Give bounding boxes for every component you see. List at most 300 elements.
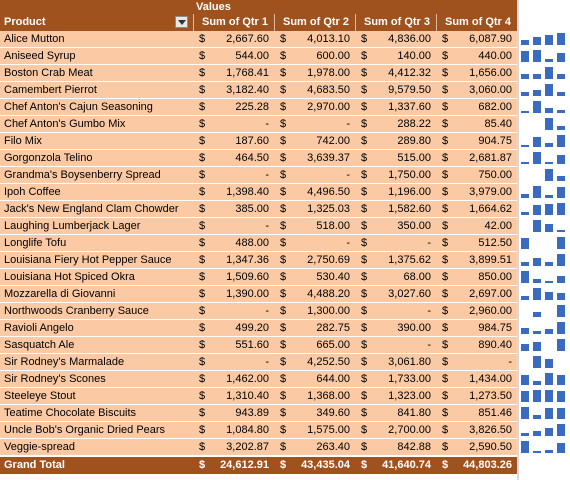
sparkline-cell[interactable] <box>519 65 570 81</box>
qtr2-value-cell[interactable]: 4,683.50 <box>307 84 350 96</box>
table-row <box>0 82 570 99</box>
sparkline-bar <box>533 415 541 419</box>
qtr2-value-cell[interactable]: 1,575.00 <box>307 424 350 436</box>
table-row <box>0 269 570 286</box>
sparkline-bar <box>545 67 553 79</box>
product-column-header[interactable]: Product <box>4 16 46 28</box>
product-cell[interactable]: Ravioli Angelo <box>4 322 74 334</box>
qtr4-value-cell[interactable]: 850.00 <box>478 271 512 283</box>
sparkline-bar <box>521 433 529 436</box>
product-cell[interactable]: Aniseed Syrup <box>4 50 76 62</box>
data-rows <box>0 31 570 456</box>
table-row <box>0 48 570 65</box>
table-row <box>0 201 570 218</box>
product-cell[interactable]: Steeleye Stout <box>4 390 76 402</box>
qtr3-column-header[interactable]: Sum of Qtr 3 <box>363 16 430 28</box>
qtr2-value-cell[interactable]: 644.00 <box>316 373 350 385</box>
currency-symbol: $ <box>361 84 368 96</box>
currency-symbol: $ <box>199 339 206 351</box>
sparkline-cell[interactable] <box>519 286 570 302</box>
currency-symbol: $ <box>442 152 449 164</box>
sparkline-cell[interactable] <box>519 422 570 438</box>
currency-symbol: $ <box>199 254 206 266</box>
currency-symbol: $ <box>361 339 368 351</box>
qtr3-value-cell[interactable]: 288.22 <box>397 118 431 130</box>
qtr1-value-cell[interactable]: 1,509.60 <box>226 271 269 283</box>
product-cell[interactable]: Chef Anton's Gumbo Mix <box>4 118 126 130</box>
qtr3-value-cell[interactable]: - <box>427 339 431 351</box>
currency-symbol: $ <box>442 203 449 215</box>
sparkline-bar <box>545 329 553 334</box>
currency-symbol: $ <box>199 373 206 385</box>
currency-symbol: $ <box>280 67 287 79</box>
qtr2-value-cell[interactable]: 4,488.20 <box>307 288 350 300</box>
table-row <box>0 252 570 269</box>
currency-symbol: $ <box>280 390 287 402</box>
product-filter-dropdown-icon[interactable] <box>175 16 188 28</box>
qtr2-value-cell[interactable]: 1,978.00 <box>307 67 350 79</box>
qtr3-value-cell[interactable]: 1,337.60 <box>388 101 431 113</box>
product-cell[interactable]: Ipoh Coffee <box>4 186 61 198</box>
currency-symbol: $ <box>442 339 449 351</box>
qtr4-value-cell[interactable]: 6,087.90 <box>469 33 512 45</box>
sparkline-cell[interactable] <box>519 184 570 200</box>
product-cell[interactable]: Grandma's Boysenberry Spread <box>4 169 161 181</box>
product-cell[interactable]: Sir Rodney's Scones <box>4 373 106 385</box>
currency-symbol: $ <box>199 135 206 147</box>
values-header-label: Values <box>196 1 231 13</box>
sparkline-bar <box>545 262 553 266</box>
product-cell[interactable]: Louisiana Fiery Hot Pepper Sauce <box>4 254 172 266</box>
qtr4-value-cell[interactable]: 851.46 <box>478 407 512 419</box>
column-separator <box>436 14 437 31</box>
qtr1-value-cell[interactable]: 1,347.36 <box>226 254 269 266</box>
qtr2-value-cell[interactable]: - <box>346 169 350 181</box>
qtr4-value-cell[interactable]: 1,664.62 <box>469 203 512 215</box>
qtr4-value-cell[interactable]: 512.50 <box>478 237 512 249</box>
sparkline-bar <box>545 143 553 147</box>
currency-symbol: $ <box>280 84 287 96</box>
qtr4-value-cell[interactable]: 1,434.00 <box>469 373 512 385</box>
qtr2-column-header[interactable]: Sum of Qtr 2 <box>282 16 349 28</box>
currency-symbol: $ <box>442 84 449 96</box>
qtr2-value-cell[interactable]: 349.60 <box>316 407 350 419</box>
sparkline-bar <box>545 84 553 96</box>
qtr2-value-cell[interactable]: 282.75 <box>316 322 350 334</box>
currency-symbol: $ <box>199 459 206 471</box>
qtr1-value-cell[interactable]: 1,390.00 <box>226 288 269 300</box>
table-row <box>0 371 570 388</box>
currency-symbol: $ <box>280 288 287 300</box>
sparkline-cell[interactable] <box>519 31 570 47</box>
qtr2-value-cell[interactable]: 665.00 <box>316 339 350 351</box>
qtr4-value-cell[interactable]: 42.00 <box>484 220 512 232</box>
qtr1-value-cell[interactable]: - <box>265 169 269 181</box>
sparkline-bar <box>545 162 553 164</box>
currency-symbol: $ <box>199 101 206 113</box>
qtr2-value-cell[interactable]: 742.00 <box>316 135 350 147</box>
currency-symbol: $ <box>442 33 449 45</box>
currency-symbol: $ <box>280 135 287 147</box>
qtr1-value-cell[interactable]: 1,398.40 <box>226 186 269 198</box>
currency-symbol: $ <box>199 118 206 130</box>
qtr1-value-cell[interactable]: 464.50 <box>235 152 269 164</box>
table-row <box>0 184 570 201</box>
qtr3-value-cell[interactable]: 4,412.32 <box>388 67 431 79</box>
sparkline-cell[interactable] <box>519 133 570 149</box>
qtr4-value-cell[interactable]: 1,656.00 <box>469 67 512 79</box>
product-cell[interactable]: Boston Crab Meat <box>4 67 93 79</box>
values-header-band <box>0 0 517 14</box>
qtr1-value-cell[interactable]: 943.89 <box>235 407 269 419</box>
sparkline-bar <box>533 279 541 283</box>
qtr1-value-cell[interactable]: - <box>265 118 269 130</box>
currency-symbol: $ <box>442 390 449 402</box>
sparkline-bar <box>545 204 553 215</box>
qtr1-value-cell[interactable]: 1,768.41 <box>226 67 269 79</box>
sparkline-bar <box>521 375 529 385</box>
currency-symbol: $ <box>442 118 449 130</box>
product-cell[interactable]: Gorgonzola Telino <box>4 152 93 164</box>
table-row <box>0 99 570 116</box>
sparkline-bar <box>557 230 565 232</box>
sparkline-bar <box>533 37 541 45</box>
qtr3-value-cell[interactable]: 2,700.00 <box>388 424 431 436</box>
product-cell[interactable]: Mozzarella di Giovanni <box>4 288 116 300</box>
sparkline-bar <box>521 74 529 79</box>
currency-symbol: $ <box>199 305 206 317</box>
qtr1-value-cell[interactable]: 551.60 <box>235 339 269 351</box>
currency-symbol: $ <box>361 135 368 147</box>
qtr4-value-cell[interactable]: 750.00 <box>478 169 512 181</box>
sparkline-bar <box>533 258 541 266</box>
sparkline-bar <box>533 137 541 147</box>
qtr4-value-cell[interactable]: 3,899.51 <box>469 254 512 266</box>
product-cell[interactable]: Jack's New England Clam Chowder <box>4 203 179 215</box>
currency-symbol: $ <box>361 152 368 164</box>
product-cell[interactable]: Sasquatch Ale <box>4 339 75 351</box>
table-row <box>0 388 570 405</box>
currency-symbol: $ <box>280 220 287 232</box>
sparkline-bar <box>557 254 565 266</box>
sparkline-bar <box>521 328 529 334</box>
qtr3-value-cell[interactable]: - <box>427 305 431 317</box>
qtr1-value-cell[interactable]: 3,182.40 <box>226 84 269 96</box>
currency-symbol: $ <box>361 271 368 283</box>
currency-symbol: $ <box>442 373 449 385</box>
product-cell[interactable]: Veggie-spread <box>4 441 75 453</box>
qtr3-value-cell[interactable]: 1,750.00 <box>388 169 431 181</box>
qtr3-value-cell[interactable]: 1,375.62 <box>388 254 431 266</box>
sparkline-bar <box>545 408 553 419</box>
table-row <box>0 235 570 252</box>
qtr1-value-cell[interactable]: 499.20 <box>235 322 269 334</box>
sparkline-bar <box>557 237 565 249</box>
qtr3-value-cell[interactable]: 841.80 <box>397 407 431 419</box>
currency-symbol: $ <box>280 373 287 385</box>
currency-symbol: $ <box>199 356 206 368</box>
currency-symbol: $ <box>199 152 206 164</box>
qtr2-value-cell[interactable]: 1,300.00 <box>307 305 350 317</box>
qtr2-value-cell[interactable]: 4,496.50 <box>307 186 350 198</box>
currency-symbol: $ <box>442 220 449 232</box>
product-cell[interactable]: Alice Mutton <box>4 33 65 45</box>
table-row <box>0 405 570 422</box>
qtr1-value-cell[interactable]: 544.00 <box>235 50 269 62</box>
qtr3-value-cell[interactable]: 1,323.00 <box>388 390 431 402</box>
currency-symbol: $ <box>442 407 449 419</box>
currency-symbol: $ <box>199 220 206 232</box>
qtr3-value-cell[interactable]: - <box>427 237 431 249</box>
sparkline-bar <box>545 281 553 283</box>
product-cell[interactable]: Filo Mix <box>4 135 42 147</box>
qtr2-value-cell[interactable]: 2,750.69 <box>307 254 350 266</box>
qtr1-column-header[interactable]: Sum of Qtr 1 <box>201 16 268 28</box>
sparkline-bar <box>557 339 565 351</box>
qtr1-value-cell[interactable]: 225.28 <box>235 101 269 113</box>
currency-symbol: $ <box>280 50 287 62</box>
qtr1-value-cell[interactable]: 1,084.80 <box>226 424 269 436</box>
qtr3-value-cell[interactable]: 1,582.60 <box>388 203 431 215</box>
currency-symbol: $ <box>442 305 449 317</box>
qtr1-value-cell[interactable]: 385.00 <box>235 203 269 215</box>
currency-symbol: $ <box>361 254 368 266</box>
sparkline-bar <box>521 271 529 283</box>
sparkline-cell[interactable] <box>519 371 570 387</box>
product-cell[interactable]: Camembert Pierrot <box>4 84 97 96</box>
currency-symbol: $ <box>280 305 287 317</box>
qtr1-value-cell[interactable]: 2,667.60 <box>226 33 269 45</box>
sparkline-bar <box>557 391 565 402</box>
sparkline-cell[interactable] <box>519 405 570 421</box>
qtr2-value-cell[interactable]: 3,639.37 <box>307 152 350 164</box>
qtr2-value-cell[interactable]: 4,013.10 <box>307 33 350 45</box>
sparkline-cell[interactable] <box>519 320 570 336</box>
currency-symbol: $ <box>361 407 368 419</box>
qtr3-value-cell[interactable]: 1,733.00 <box>388 373 431 385</box>
product-cell[interactable]: Northwoods Cranberry Sauce <box>4 305 149 317</box>
sparkline-cell[interactable] <box>519 116 570 132</box>
sparkline-bar <box>533 356 541 368</box>
qtr3-value-cell[interactable]: 1,196.00 <box>388 186 431 198</box>
grand-total-qtr2[interactable]: 43,435.04 <box>301 459 350 471</box>
qtr1-value-cell[interactable]: - <box>265 305 269 317</box>
qtr2-value-cell[interactable]: 263.40 <box>316 441 350 453</box>
sparkline-bar <box>545 224 553 232</box>
qtr1-value-cell[interactable]: - <box>265 220 269 232</box>
currency-symbol: $ <box>280 169 287 181</box>
sparkline-bar <box>521 92 529 96</box>
sparkline-cell[interactable] <box>519 388 570 404</box>
sparkline-bar <box>557 322 565 334</box>
qtr2-value-cell[interactable]: - <box>346 118 350 130</box>
qtr4-value-cell[interactable]: 85.40 <box>484 118 512 130</box>
sparkline-bar <box>521 40 529 45</box>
currency-symbol: $ <box>280 33 287 45</box>
product-cell[interactable]: Laughing Lumberjack Lager <box>4 220 141 232</box>
qtr3-value-cell[interactable]: 9,579.50 <box>388 84 431 96</box>
currency-symbol: $ <box>280 254 287 266</box>
currency-symbol: $ <box>280 322 287 334</box>
sparkline-bar <box>557 155 565 164</box>
table-row <box>0 303 570 320</box>
currency-symbol: $ <box>361 169 368 181</box>
grand-total-qtr3[interactable]: 41,640.74 <box>382 459 431 471</box>
currency-symbol: $ <box>361 118 368 130</box>
grand-total-qtr1[interactable]: 24,612.91 <box>220 459 269 471</box>
qtr4-value-cell[interactable]: 3,979.00 <box>469 186 512 198</box>
qtr2-value-cell[interactable]: 600.00 <box>316 50 350 62</box>
currency-symbol: $ <box>361 288 368 300</box>
sparkline-bar <box>533 205 541 215</box>
qtr2-value-cell[interactable]: 518.00 <box>316 220 350 232</box>
product-cell[interactable]: Teatime Chocolate Biscuits <box>4 407 137 419</box>
table-row <box>0 354 570 371</box>
currency-symbol: $ <box>199 237 206 249</box>
sparkline-bar <box>557 305 565 317</box>
sparkline-bar <box>545 195 553 198</box>
sparkline-bar <box>533 431 541 436</box>
sparkline-bar <box>533 50 541 62</box>
qtr3-value-cell[interactable]: 3,061.80 <box>388 356 431 368</box>
sparkline-bar <box>521 145 529 147</box>
sparkline-cell[interactable] <box>519 252 570 268</box>
qtr2-value-cell[interactable]: - <box>346 237 350 249</box>
qtr4-value-cell[interactable]: 984.75 <box>478 322 512 334</box>
currency-symbol: $ <box>361 390 368 402</box>
product-cell[interactable]: Sir Rodney's Marmalade <box>4 356 125 368</box>
currency-symbol: $ <box>280 271 287 283</box>
currency-symbol: $ <box>199 441 206 453</box>
sparkline-cell[interactable] <box>519 99 570 115</box>
qtr3-value-cell[interactable]: 842.88 <box>397 441 431 453</box>
qtr4-value-cell[interactable]: 440.00 <box>478 50 512 62</box>
currency-symbol: $ <box>280 407 287 419</box>
sparkline-cell[interactable] <box>519 269 570 285</box>
sparkline-bar <box>533 331 541 334</box>
qtr4-value-cell[interactable]: 3,826.50 <box>469 424 512 436</box>
qtr3-value-cell[interactable]: 515.00 <box>397 152 431 164</box>
sparkline-bar <box>533 90 541 96</box>
sparkline-bar <box>545 59 553 62</box>
qtr2-value-cell[interactable]: 2,970.00 <box>307 101 350 113</box>
sparkline-cell[interactable] <box>519 218 570 234</box>
currency-symbol: $ <box>442 254 449 266</box>
qtr1-value-cell[interactable]: 1,462.00 <box>226 373 269 385</box>
qtr2-value-cell[interactable]: 1,368.00 <box>307 390 350 402</box>
qtr4-value-cell[interactable]: 682.00 <box>478 101 512 113</box>
qtr1-value-cell[interactable]: 1,310.40 <box>226 390 269 402</box>
currency-symbol: $ <box>280 356 287 368</box>
grand-total-qtr4[interactable]: 44,803.26 <box>463 459 512 471</box>
sparkline-bar <box>557 375 565 385</box>
qtr4-value-cell[interactable]: - <box>508 356 512 368</box>
currency-symbol: $ <box>280 101 287 113</box>
product-cell[interactable]: Louisiana Hot Spiced Okra <box>4 271 135 283</box>
qtr2-value-cell[interactable]: 4,252.50 <box>307 356 350 368</box>
sparkline-bar <box>545 292 553 300</box>
currency-symbol: $ <box>361 220 368 232</box>
currency-symbol: $ <box>442 186 449 198</box>
qtr4-value-cell[interactable]: 3,060.00 <box>469 84 512 96</box>
qtr4-value-cell[interactable]: 904.75 <box>478 135 512 147</box>
qtr3-value-cell[interactable]: 3,027.60 <box>388 288 431 300</box>
sparkline-cell[interactable] <box>519 167 570 183</box>
currency-symbol: $ <box>442 135 449 147</box>
sparkline-cell[interactable] <box>519 82 570 98</box>
currency-symbol: $ <box>442 459 449 471</box>
currency-symbol: $ <box>361 424 368 436</box>
currency-symbol: $ <box>361 101 368 113</box>
sparkline-bar <box>533 74 541 79</box>
product-cell[interactable]: Uncle Bob's Organic Dried Pears <box>4 424 166 436</box>
qtr3-value-cell[interactable]: 350.00 <box>397 220 431 232</box>
qtr1-value-cell[interactable]: - <box>265 356 269 368</box>
grand-total-row <box>0 457 517 474</box>
sparkline-cell[interactable] <box>519 150 570 166</box>
sparkline-cell[interactable] <box>519 201 570 217</box>
qtr4-value-cell[interactable]: 2,681.87 <box>469 152 512 164</box>
qtr3-value-cell[interactable]: 140.00 <box>397 50 431 62</box>
table-row <box>0 286 570 303</box>
currency-symbol: $ <box>442 50 449 62</box>
qtr3-value-cell[interactable]: 4,836.00 <box>388 33 431 45</box>
currency-symbol: $ <box>199 390 206 402</box>
qtr2-value-cell[interactable]: 1,325.03 <box>307 203 350 215</box>
qtr4-column-header[interactable]: Sum of Qtr 4 <box>444 16 511 28</box>
currency-symbol: $ <box>442 356 449 368</box>
qtr1-value-cell[interactable]: 187.60 <box>235 135 269 147</box>
sparkline-cell[interactable] <box>519 48 570 64</box>
sparkline-cell[interactable] <box>519 439 570 455</box>
qtr4-value-cell[interactable]: 2,697.00 <box>469 288 512 300</box>
currency-symbol: $ <box>280 203 287 215</box>
sparkline-bar <box>557 176 565 181</box>
currency-symbol: $ <box>199 50 206 62</box>
qtr3-value-cell[interactable]: 289.80 <box>397 135 431 147</box>
qtr4-value-cell[interactable]: 890.40 <box>478 339 512 351</box>
product-cell[interactable]: Chef Anton's Cajun Seasoning <box>4 101 153 113</box>
sparkline-bar <box>533 288 541 300</box>
sparkline-bar <box>557 135 565 147</box>
qtr1-value-cell[interactable]: 3,202.87 <box>226 441 269 453</box>
sparkline-bar <box>557 187 565 198</box>
qtr2-value-cell[interactable]: 530.40 <box>316 271 350 283</box>
qtr4-value-cell[interactable]: 1,273.50 <box>469 390 512 402</box>
sparkline-cell[interactable] <box>519 337 570 353</box>
currency-symbol: $ <box>199 322 206 334</box>
qtr1-value-cell[interactable]: 488.00 <box>235 237 269 249</box>
qtr3-value-cell[interactable]: 68.00 <box>403 271 431 283</box>
sparkline-cell[interactable] <box>519 354 570 370</box>
qtr3-value-cell[interactable]: 390.00 <box>397 322 431 334</box>
qtr4-value-cell[interactable]: 2,960.00 <box>469 305 512 317</box>
qtr4-value-cell[interactable]: 2,590.50 <box>469 441 512 453</box>
currency-symbol: $ <box>280 424 287 436</box>
sparkline-bar <box>521 51 529 62</box>
sparkline-bar <box>533 381 541 385</box>
currency-symbol: $ <box>199 288 206 300</box>
table-row <box>0 320 570 337</box>
sparkline-bar <box>521 344 529 351</box>
sparkline-cell[interactable] <box>519 235 570 251</box>
product-cell[interactable]: Longlife Tofu <box>4 237 67 249</box>
sparkline-bar <box>557 92 565 96</box>
grand-total-label[interactable]: Grand Total <box>4 459 65 471</box>
sparkline-cell[interactable] <box>519 303 570 319</box>
sparkline-bar <box>521 162 529 164</box>
currency-symbol: $ <box>442 271 449 283</box>
